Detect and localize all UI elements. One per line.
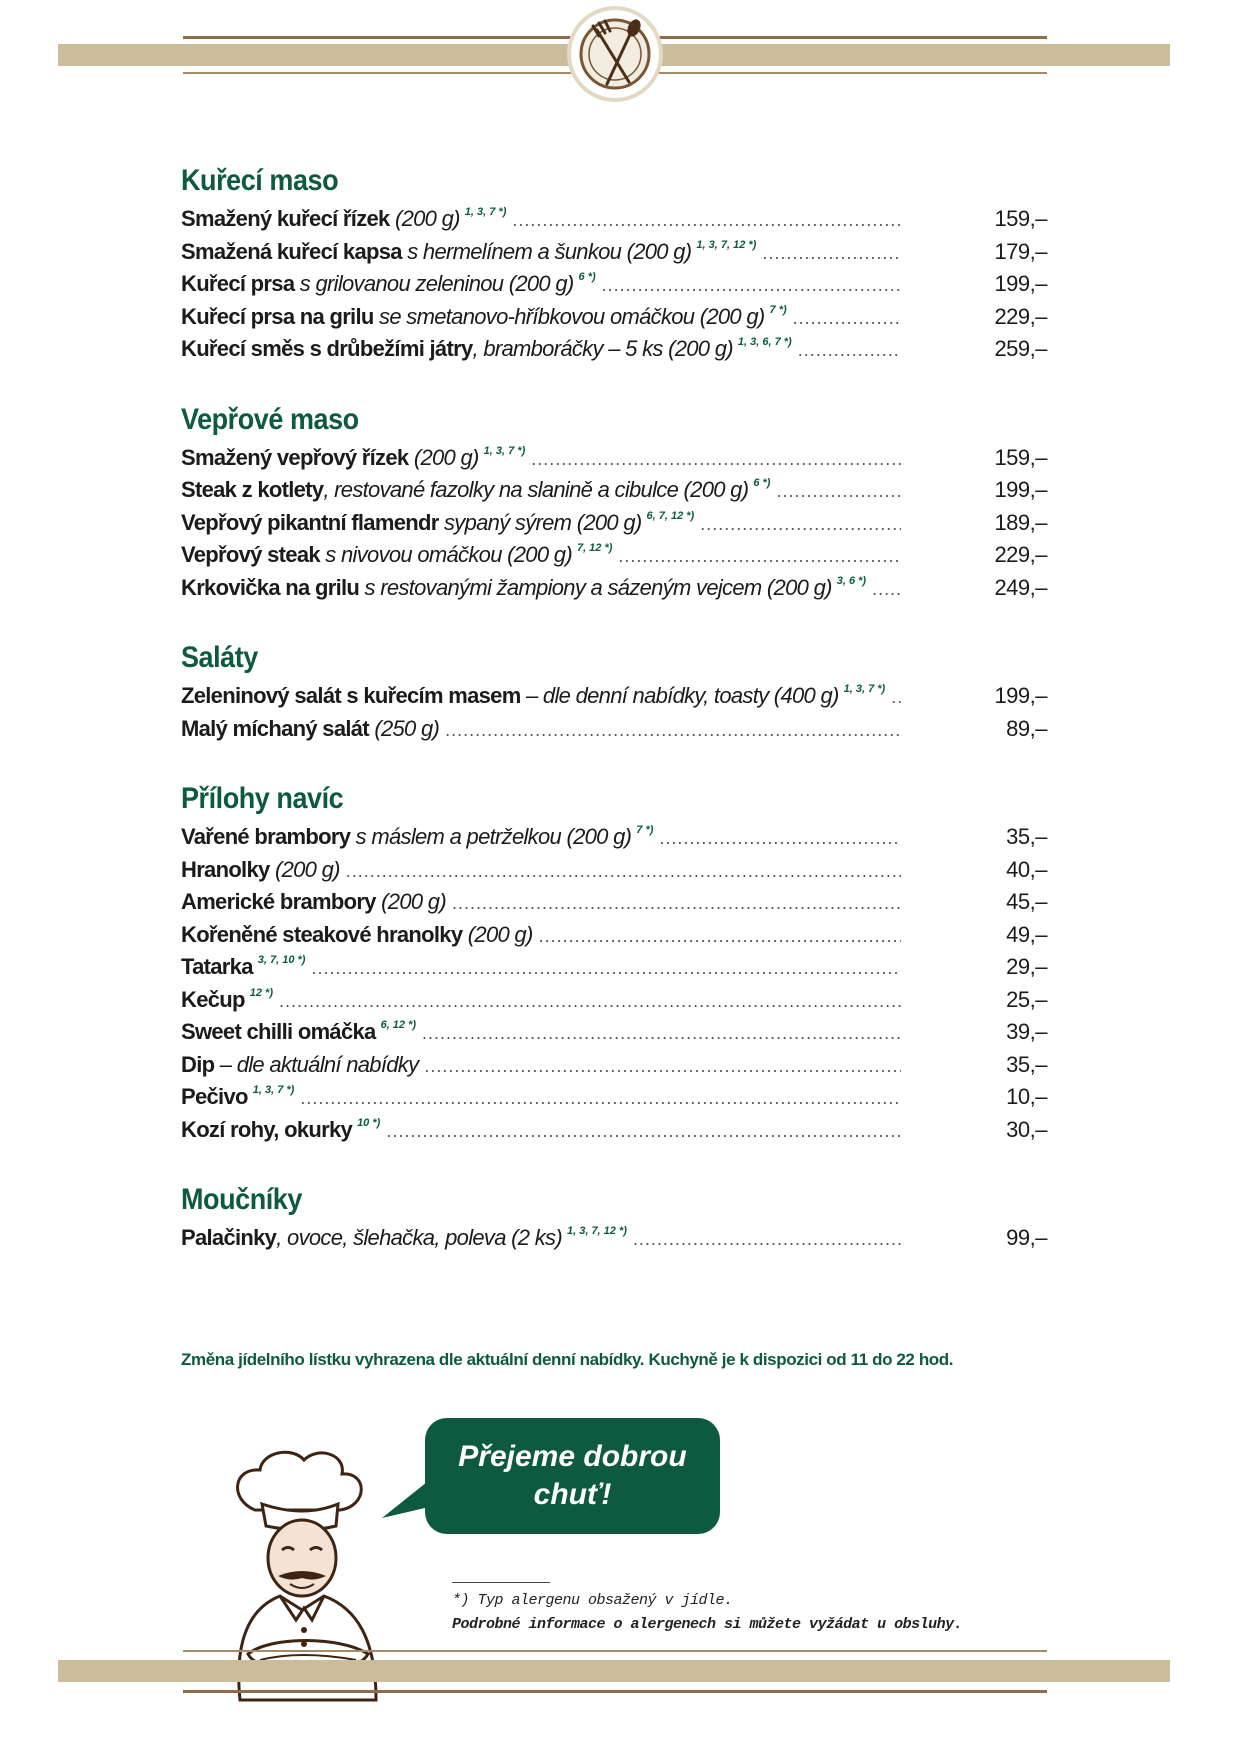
item-description: s grilovanou zeleninou (200 g): [294, 271, 574, 296]
item-allergens: 1, 3, 7 *): [483, 444, 526, 457]
item-allergens: 3, 6 *): [836, 574, 867, 587]
item-description: (200 g): [269, 856, 340, 882]
menu-item: [181, 922, 1047, 955]
menu-item: [181, 683, 1047, 716]
menu-item: [181, 445, 1047, 478]
item-name: Kuřecí prsa na grilu: [181, 303, 374, 329]
dot-leader: [531, 449, 901, 470]
footnote-divider: [452, 1582, 550, 1583]
menu-item: [181, 987, 1047, 1020]
dot-leader: [618, 546, 901, 567]
section-title: Moučníky: [181, 1183, 302, 1216]
menu-item: [181, 304, 1047, 337]
item-name: Hranolky: [181, 856, 270, 882]
item-allergens: 1, 3, 7, 12 *): [566, 1225, 627, 1237]
item-description: , bramboráčky – 5 ks (200 g): [472, 336, 733, 361]
menu-item: [181, 1052, 1047, 1085]
item-allergens: 6 *): [753, 477, 771, 489]
menu-item: [181, 575, 1047, 608]
item-name: Vepřový pikantní flamendr: [181, 509, 439, 535]
item-name: Kečup: [181, 986, 245, 1012]
menu-item: [181, 1117, 1047, 1150]
dot-leader: [422, 1023, 901, 1044]
menu-item: [181, 716, 1047, 749]
item-name: Krkovička na grilu: [181, 574, 360, 600]
dot-leader: [891, 687, 901, 708]
item-price: 35,–: [1006, 824, 1047, 849]
dot-leader: [762, 243, 901, 264]
item-price: 35,–: [1006, 1051, 1047, 1077]
item-allergens: 1, 3, 7 *): [252, 1084, 295, 1096]
footnote-allergen-type: *) Typ alergenu obsažený v jídle.: [452, 1592, 733, 1609]
dot-leader: [539, 926, 901, 947]
item-price: 25,–: [1006, 986, 1047, 1012]
dot-leader: [602, 275, 901, 296]
item-name: Sweet chilli omáčka: [181, 1019, 376, 1044]
item-description: (200 g): [462, 921, 533, 947]
bubble-text: Přejeme dobrou chuť!: [458, 1440, 687, 1511]
item-name: Pečivo: [181, 1084, 248, 1109]
dot-leader: [512, 210, 901, 231]
menu-item: [181, 1019, 1047, 1052]
item-price: 89,–: [1006, 715, 1047, 741]
dot-leader: [776, 481, 901, 502]
menu-item: [181, 1225, 1047, 1258]
item-description: se smetanovo-hříbkovou omáčkou (200 g): [373, 303, 765, 329]
item-allergens: 10 *): [357, 1116, 381, 1129]
speech-bubble: [425, 1418, 720, 1534]
bottom-rule-upper: [183, 1650, 1047, 1652]
dot-leader: [793, 308, 901, 329]
menu-item: [181, 477, 1047, 510]
item-name: Smažená kuřecí kapsa: [181, 238, 402, 264]
item-description: s máslem a petrželkou (200 g): [350, 824, 632, 849]
bottom-band: [58, 1660, 1170, 1682]
item-name: Vařené brambory: [181, 824, 351, 849]
dot-leader: [300, 1088, 901, 1109]
section-title: Přílohy navíc: [181, 782, 344, 815]
dot-leader: [346, 861, 901, 882]
item-price: 229,–: [994, 303, 1047, 329]
menu-item: [181, 857, 1047, 890]
item-description: – dle denní nabídky, toasty (400 g): [520, 683, 839, 708]
dot-leader: [452, 893, 901, 914]
section-title: Kuřecí maso: [181, 164, 339, 197]
dot-leader: [424, 1056, 901, 1077]
item-allergens: 1, 3, 7 *): [843, 683, 886, 695]
item-name: Smažený kuřecí řízek: [181, 206, 390, 231]
item-price: 159,–: [994, 206, 1047, 231]
item-price: 45,–: [1006, 889, 1047, 914]
item-allergens: 6, 12 *): [380, 1019, 417, 1031]
item-price: 259,–: [994, 336, 1047, 361]
item-price: 49,–: [1006, 921, 1047, 947]
dot-leader: [311, 958, 901, 979]
item-description: (200 g): [408, 444, 479, 470]
menu-section: [181, 1175, 1047, 1258]
item-description: , ovoce, šlehačka, poleva (2 ks): [276, 1225, 562, 1250]
item-allergens: 6 *): [578, 271, 596, 283]
item-name: Dip: [181, 1051, 215, 1077]
bottom-rule-lower: [183, 1690, 1047, 1693]
dot-leader: [279, 991, 901, 1012]
item-name: Palačinky: [181, 1225, 277, 1250]
dot-leader: [798, 340, 901, 361]
item-price: 179,–: [994, 238, 1047, 264]
item-price: 30,–: [1006, 1116, 1047, 1142]
section-title: Vepřové maso: [181, 402, 359, 436]
item-price: 39,–: [1006, 1019, 1047, 1044]
item-description: , restované fazolky na slanině a cibulce (200 g): [323, 477, 749, 502]
item-name: Steak z kotlety: [181, 477, 324, 502]
item-price: 249,–: [994, 574, 1047, 600]
item-name: Kuřecí prsa: [181, 271, 295, 296]
item-name: Vepřový steak: [181, 542, 320, 567]
item-allergens: 7 *): [636, 824, 654, 836]
item-price: 199,–: [994, 477, 1047, 502]
dot-leader: [700, 514, 901, 535]
item-name: Smažený vepřový řízek: [181, 444, 409, 470]
dot-leader: [659, 828, 901, 849]
menu-section: [181, 774, 1047, 1149]
menu-item: [181, 889, 1047, 922]
dot-leader: [386, 1121, 901, 1142]
cutlery-emblem-icon: [567, 6, 663, 102]
menu-item: [181, 510, 1047, 543]
item-name: Kuřecí směs s drůbežími játry: [181, 336, 473, 361]
item-allergens: 7 *): [769, 303, 787, 316]
item-allergens: 1, 3, 7 *): [464, 206, 507, 218]
item-description: – dle aktuální nabídky: [214, 1051, 419, 1077]
item-name: Kozí rohy, okurky: [181, 1116, 353, 1142]
item-name: Malý míchaný salát: [181, 715, 369, 741]
item-description: (200 g): [389, 206, 460, 231]
item-name: Tatarka: [181, 954, 253, 979]
item-name: Americké brambory: [181, 889, 376, 914]
item-description: sypaný sýrem (200 g): [438, 509, 642, 535]
dot-leader: [445, 720, 901, 741]
menu-notice: Změna jídelního lístku vyhrazena dle aktuální denní nabídky. Kuchyně je k dispozici od 11 do 22 hod.: [181, 1350, 954, 1369]
menu-item: [181, 336, 1047, 369]
item-allergens: 7, 12 *): [576, 542, 613, 554]
item-price: 40,–: [1006, 856, 1047, 882]
menu-item: [181, 824, 1047, 857]
item-description: (200 g): [375, 889, 446, 914]
menu-item: [181, 542, 1047, 575]
menu-item: [181, 1084, 1047, 1117]
menu-item: [181, 206, 1047, 239]
dot-leader: [633, 1229, 901, 1250]
item-allergens: 12 *): [249, 986, 273, 999]
item-price: 29,–: [1006, 954, 1047, 979]
item-allergens: 1, 3, 7, 12 *): [696, 238, 757, 251]
section-title: Saláty: [181, 641, 258, 674]
item-description: s restovanými žampiony a sázeným vejcem (200 g): [359, 574, 832, 600]
item-price: 10,–: [1006, 1084, 1047, 1109]
item-price: 159,–: [994, 444, 1047, 470]
menu-item: [181, 954, 1047, 987]
menu-section: [181, 395, 1047, 608]
footnote-allergen-info: Podrobné informace o alergenech si můžete vyžádat u obsluhy.: [452, 1616, 963, 1633]
dot-leader: [872, 579, 901, 600]
item-price: 229,–: [994, 542, 1047, 567]
item-description: s nivovou omáčkou (200 g): [319, 542, 572, 567]
menu-item: [181, 239, 1047, 272]
item-description: s hermelínem a šunkou (200 g): [401, 238, 692, 264]
item-price: 189,–: [994, 509, 1047, 535]
item-name: Kořeněné steakové hranolky: [181, 921, 463, 947]
menu-section: [181, 156, 1047, 369]
item-description: (250 g): [368, 715, 440, 741]
menu-content: [181, 156, 1047, 1284]
menu-item: [181, 271, 1047, 304]
item-allergens: 1, 3, 6, 7 *): [737, 336, 792, 348]
item-price: 99,–: [1006, 1225, 1047, 1250]
item-price: 199,–: [994, 683, 1047, 708]
item-allergens: 6, 7, 12 *): [646, 509, 695, 522]
item-name: Zeleninový salát s kuřecím masem: [181, 683, 521, 708]
menu-section: [181, 633, 1047, 748]
item-price: 199,–: [994, 271, 1047, 296]
item-allergens: 3, 7, 10 *): [257, 954, 306, 966]
